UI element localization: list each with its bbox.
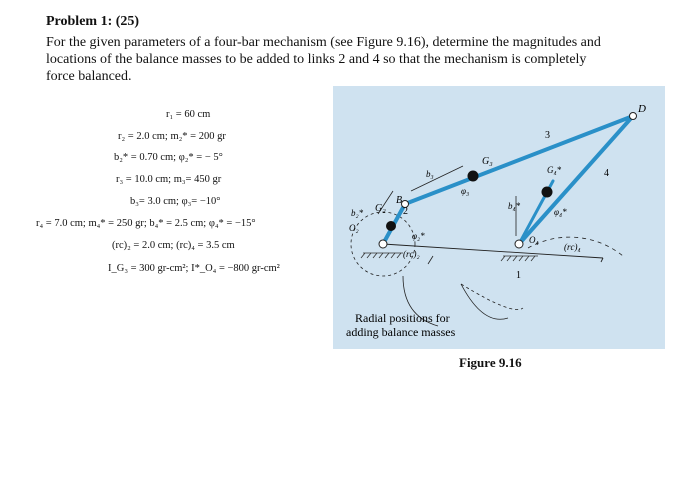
radial-label-line1: Radial positions for bbox=[355, 311, 450, 325]
radial-dashed-guide bbox=[461, 284, 523, 310]
label-d: D bbox=[638, 103, 646, 115]
ground-hatch-o2 bbox=[361, 253, 403, 258]
problem-prompt: For the given parameters of a four-bar mechanism (see Figure 9.16), determine the magnitudes and locations of the balance masses to be added to links 2 and 4 so that the mechanism is completely force balanced. bbox=[46, 35, 601, 84]
label-g4: G₄* bbox=[547, 165, 562, 175]
label-phi3: φ₃ bbox=[461, 186, 470, 196]
label-rc4: (rс)₄ bbox=[564, 242, 581, 252]
rc2-pointer bbox=[428, 256, 433, 264]
label-link-2: 2 bbox=[403, 206, 408, 217]
param-rc2-rc4: (rс)₂ = 2.0 cm; (rс)₄ = 3.5 cm bbox=[112, 240, 235, 251]
param-r4-m4-b4-phi4: r₄ = 7.0 cm; m₄* = 250 gr; b₄* = 2.5 cm; φ₄* = −15° bbox=[36, 218, 256, 229]
label-g2: G₂ bbox=[375, 203, 386, 214]
problem-title: Problem 1: (25) bbox=[46, 14, 140, 29]
radial-pointer-curve-1 bbox=[461, 284, 508, 319]
figure-caption: Figure 9.16 bbox=[459, 355, 522, 370]
param-r3-m3: r₃ = 10.0 cm; m₃= 450 gr bbox=[116, 174, 222, 185]
label-g3: G₃ bbox=[482, 156, 493, 167]
label-b4: b₄* bbox=[508, 201, 521, 211]
four-bar-figure bbox=[333, 86, 665, 349]
label-phi4: φ₄* bbox=[554, 207, 567, 217]
param-b3-phi3: b₃= 3.0 cm; φ₃= −10° bbox=[130, 196, 221, 207]
link-3 bbox=[405, 116, 633, 204]
radial-label-line2: adding balance masses bbox=[346, 325, 456, 339]
label-link-3: 3 bbox=[545, 130, 550, 141]
pivot-o2 bbox=[379, 240, 387, 248]
label-b: B bbox=[396, 195, 403, 206]
joint-d bbox=[630, 113, 637, 120]
b3-dimension bbox=[411, 166, 463, 191]
cg-g4 bbox=[542, 187, 553, 198]
ground-arrow bbox=[601, 258, 603, 262]
label-o4: O₄ bbox=[529, 235, 539, 245]
pivot-o4 bbox=[515, 240, 523, 248]
label-phi2: φ₂* bbox=[412, 231, 425, 241]
cg-g3 bbox=[468, 171, 479, 182]
label-o2: O₂ bbox=[349, 223, 359, 233]
param-b2-phi2: b₂* = 0.70 cm; φ₂* = − 5° bbox=[114, 152, 223, 163]
param-r2-m2: r₂ = 2.0 cm; m₂* = 200 gr bbox=[118, 131, 226, 142]
param-r1: r₁ = 60 cm bbox=[166, 109, 211, 120]
label-b3: b₃ bbox=[426, 169, 434, 179]
link-4 bbox=[519, 116, 633, 244]
param-inertias: I_G₃ = 300 gr-cm²; I*_O₄ = −800 gr-cm² bbox=[108, 263, 280, 274]
mechanism-diagram bbox=[333, 86, 665, 349]
label-b2: b₂* bbox=[351, 208, 364, 218]
label-link-4: 4 bbox=[604, 168, 609, 179]
cg-g2 bbox=[386, 221, 396, 231]
label-link-1: 1 bbox=[516, 270, 521, 281]
label-rc2: (rс)₂ bbox=[403, 249, 420, 259]
ground-hatch-o4 bbox=[501, 256, 538, 261]
